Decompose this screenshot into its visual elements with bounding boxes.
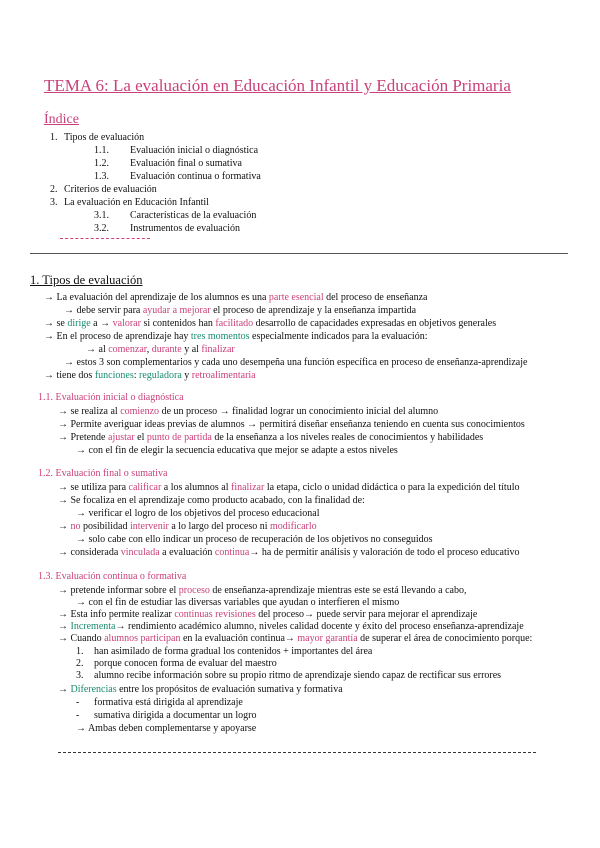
text-line: → tiene dos funciones: reguladora y retroalimentaria (44, 370, 256, 381)
arrow-icon: → (76, 597, 86, 608)
text-line: → pretende informar sobre el proceso de enseñanza-aprendizaje mientras este se está llevando a cabo, (58, 585, 467, 596)
arrow-icon: → (58, 482, 68, 493)
list-item: sumativa dirigida a documentar un logro (94, 710, 257, 721)
text-line: → estos 3 son complementarios y cada uno desempeña una función específica en proceso de enseñanza-aprendizaje (64, 357, 528, 368)
list-item-num: 2. (76, 658, 84, 669)
arrow-icon: → (44, 331, 54, 342)
arrow-icon: → (249, 547, 260, 558)
arrow-icon: → (58, 419, 68, 430)
text-line: → debe servir para ayudar a mejorar el proceso de aprendizaje y la enseñanza impartida (64, 305, 417, 316)
toc-num: 1.1. (94, 145, 109, 156)
arrow-icon: → (76, 534, 86, 545)
arrow-icon: → (58, 609, 68, 620)
arrow-icon: → (64, 357, 74, 368)
list-item: han asimilado de forma gradual los contenidos + importantes del área (94, 646, 373, 657)
list-item: porque conocen forma de evaluar del maestro (94, 658, 277, 669)
list-item: alumno recibe información sobre su propio ritmo de aprendizaje siendo capaz de rectificar sus errores (94, 670, 502, 681)
text-line: → no posibilidad intervenir a lo largo del proceso ni modificarlo (58, 521, 317, 532)
text-line: → Incrementa→ rendimiento académico alumno, niveles calidad docente y éxito del proceso enseñanza-aprendizaje (58, 621, 524, 632)
arrow-icon: → (44, 292, 54, 303)
toc-item: Tipos de evaluación (64, 132, 145, 143)
arrow-icon: → (44, 370, 54, 381)
toc-num: 1.3. (94, 171, 109, 182)
text-line: → Permite averiguar ideas previas de alumnos → permitirá diseñar enseñanza teniendo en cuenta sus conocimientos (58, 419, 525, 430)
page-title: TEMA 6: La evaluación en Educación Infantil y Educación Primaria (44, 76, 511, 95)
bottom-dashed-line (58, 752, 536, 753)
list-item-num: 1. (76, 646, 84, 657)
list-item: formativa está dirigida al aprendizaje (94, 697, 243, 708)
subsection-title: 1.2. Evaluación final o sumativa (38, 468, 168, 479)
text-line: → Cuando alumnos participan en la evaluación continua→ mayor garantía de superar el área de conocimiento porque: (58, 633, 533, 644)
text-line: → Diferencias entre los propósitos de evaluación sumativa y formativa (58, 684, 343, 695)
indice-heading: Índice (44, 112, 79, 127)
text-line: → se dirige a → valorar si contenidos han facilitado desarrollo de capacidades expresadas en objetivos generales (44, 318, 497, 329)
subsection-title: 1.1. Evaluación inicial o diagnóstica (38, 392, 184, 403)
toc-dashed-line (60, 238, 150, 239)
arrow-icon: → (58, 521, 68, 532)
arrow-icon: → (100, 318, 111, 329)
section-title: 1. Tipos de evaluación (30, 273, 143, 287)
text-line: → al comenzar, durante y al finalizar (86, 344, 235, 355)
text-line: → se realiza al comienzo de un proceso → finalidad lograr un conocimiento inicial del alumno (58, 406, 439, 417)
text-line: → Ambas deben complementarse y apoyarse (76, 723, 257, 734)
arrow-icon: → (58, 684, 68, 695)
toc-item: La evaluación en Educación Infantil (64, 197, 209, 208)
text-line: → Esta info permite realizar continuas revisiones del proceso→ puede servir para mejorar el aprendizaje (58, 609, 478, 620)
arrow-icon: → (58, 585, 68, 596)
text-line: → considerada vinculada a evaluación continua→ ha de permitir análisis y valoración de todo el proceso educativo (58, 547, 520, 558)
toc-num: 1.2. (94, 158, 109, 169)
arrow-icon: → (58, 621, 68, 632)
text-line: → Se focaliza en el aprendizaje como producto acabado, con la finalidad de: (58, 495, 365, 506)
arrow-icon: → (115, 621, 126, 632)
text-line: → con el fin de estudiar las diversas variables que ayudan o interfieren el mismo (76, 597, 400, 608)
text-line: → con el fin de elegir la secuencia educativa que mejor se adapte a estos niveles (76, 445, 398, 456)
text-line: → se utiliza para calificar a los alumnos al finalizar la etapa, ciclo o unidad didáctica o para la expedición del título (58, 482, 520, 493)
text-line: → En el proceso de aprendizaje hay tres momentos especialmente indicados para la evaluación: (44, 331, 428, 342)
arrow-icon: → (58, 432, 68, 443)
text-line: → verificar el logro de los objetivos del proceso educacional (76, 508, 320, 519)
toc-item: Evaluación inicial o diagnóstica (130, 145, 259, 156)
toc-num: 3. (50, 197, 58, 208)
arrow-icon: → (64, 305, 74, 316)
list-item-num: - (76, 710, 80, 721)
list-item-num: - (76, 697, 80, 708)
text-line: → solo cabe con ello indicar un proceso de recuperación de los objetivos no conseguidos (76, 534, 433, 545)
toc-item: Evaluación final o sumativa (130, 158, 242, 169)
arrow-icon: → (304, 609, 315, 620)
toc-item: Instrumentos de evaluación (130, 223, 240, 234)
arrow-icon: → (219, 406, 230, 417)
text-line: → Pretende ajustar el punto de partida de la enseñanza a los niveles reales de conocimientos y habilidades (58, 432, 484, 443)
arrow-icon: → (58, 633, 68, 644)
toc-num: 2. (50, 184, 58, 195)
arrow-icon: → (76, 445, 86, 456)
list-item-num: 3. (76, 670, 84, 681)
text-line: → La evaluación del aprendizaje de los alumnos es una parte esencial del proceso de enseñanza (44, 292, 428, 303)
toc-item: Características de la evaluación (130, 210, 257, 221)
toc-num: 3.2. (94, 223, 109, 234)
arrow-icon: → (86, 344, 96, 355)
arrow-icon: → (76, 508, 86, 519)
arrow-icon: → (44, 318, 54, 329)
arrow-icon: → (76, 723, 86, 734)
toc-num: 3.1. (94, 210, 109, 221)
toc-num: 1. (50, 132, 58, 143)
arrow-icon: → (58, 495, 68, 506)
arrow-icon: → (58, 406, 68, 417)
arrow-icon: → (284, 633, 295, 644)
divider (30, 253, 568, 254)
toc-item: Criterios de evaluación (64, 184, 157, 195)
subsection-title: 1.3. Evaluación continua o formativa (38, 571, 187, 582)
toc-item: Evaluación continua o formativa (130, 171, 261, 182)
arrow-icon: → (247, 419, 258, 430)
arrow-icon: → (58, 547, 68, 558)
